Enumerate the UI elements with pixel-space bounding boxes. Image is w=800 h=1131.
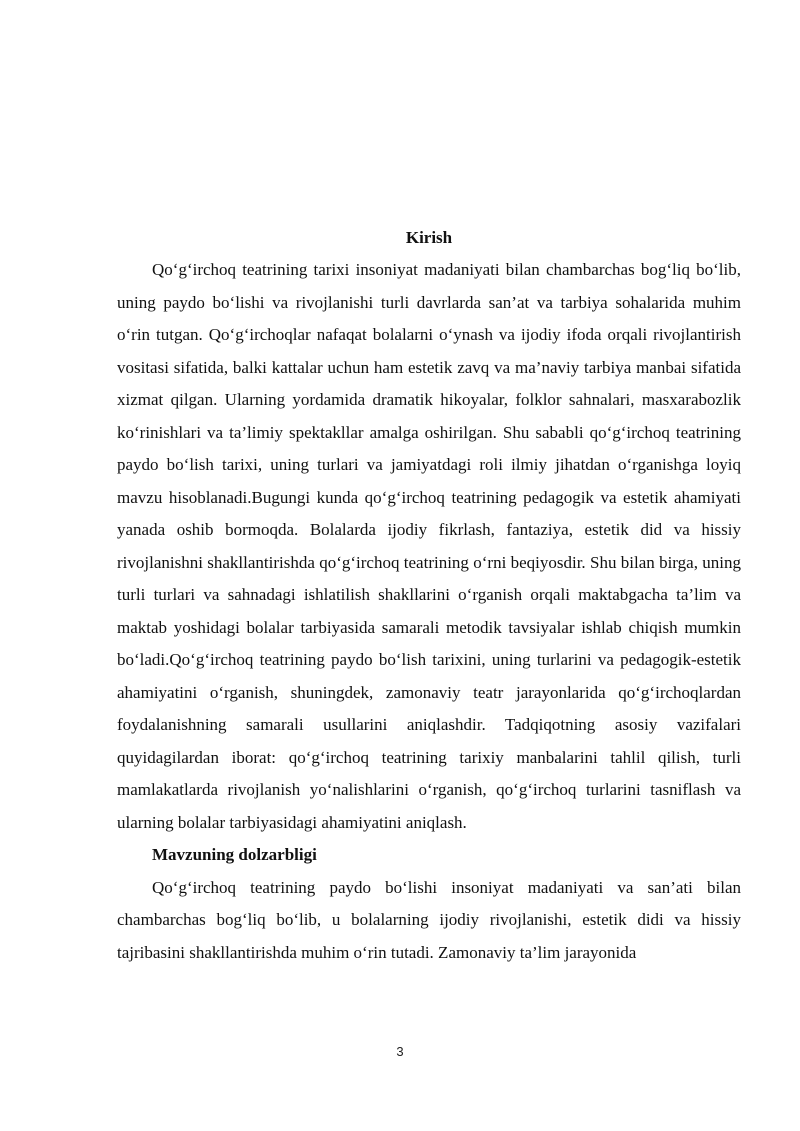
document-body: [117, 224, 741, 969]
intro-paragraph: Qo‘g‘irchoq teatrining tarixi insoniyat madaniyati bilan chambarchas bog‘liq bo‘lib, uning paydo bo‘lishi va rivojlanishi turli davrlarda san’at va tarbiya sohalarida muhim o‘rin tutgan. Qo‘g‘irchoqlar nafaqat bolalarni o‘ynash va ijodiy ifoda orqali rivojlantirish vositasi sifatida, balki kattalar uchun ham estetik zavq va ma’naviy tarbiya manbai sifatida xizmat qilgan. Ularning yordamida dramatik hikoyalar, folklor sahnalari, masxarabozlik ko‘rinishlari va ta’limiy spektakllar amalga oshirilgan. Shu sababli qo‘g‘irchoq teatrining paydo bo‘lish tarixi, uning turlari va jamiyatdagi roli ilmiy jihatdan o‘rganishga loyiq mavzu hisoblanadi.Bugungi kunda qo‘g‘irchoq teatrining pedagogik va estetik ahamiyati yanada oshib bormoqda. Bolalarda ijodiy fikrlash, fantaziya, estetik did va hissiy rivojlanishni shakllantirishda qo‘g‘irchoq teatrining o‘rni beqiyosdir. Shu bilan birga, uning turli turlari va sahnadagi ishlatilish shakllarini o‘rganish orqali maktabgacha ta’lim va maktab yoshidagi bolalar tarbiyasida samarali metodik tavsiyalar ishlab chiqish mumkin bo‘ladi.Qo‘g‘irchoq teatrining paydo bo‘lish tarixini, uning turlarini va pedagogik-estetik ahamiyatini o‘rganish, shuningdek, zamonaviy teatr jarayonlarida qo‘g‘irchoqlardan foydalanishning samarali usullarini aniqlashdir. Tadqiqotning asosiy vazifalari quyidagilardan iborat: qo‘g‘irchoq teatrining tarixiy manbalarini tahlil qilish, turli mamlakatlarda rivojlanish yo‘nalishlarini o‘rganish, qo‘g‘irchoq turlarini tasniflash va ularning bolalar tarbiyasidagi ahamiyatini aniqlash.: [117, 260, 741, 832]
subsection-heading: Mavzuning dolzarbligi: [152, 845, 317, 864]
section-heading: Kirish: [405, 228, 453, 247]
relevance-paragraph: Qo‘g‘irchoq teatrining paydo bo‘lishi insoniyat madaniyati va san’ati bilan chambarchas bog‘liq bo‘lib, u bolalarning ijodiy rivojlanishi, estetik didi va hissiy tajribasini shakllantirishda muhim o‘rin tutadi. Zamonaviy ta’lim jarayonida: [117, 877, 741, 962]
page-number: 3: [396, 1044, 404, 1059]
